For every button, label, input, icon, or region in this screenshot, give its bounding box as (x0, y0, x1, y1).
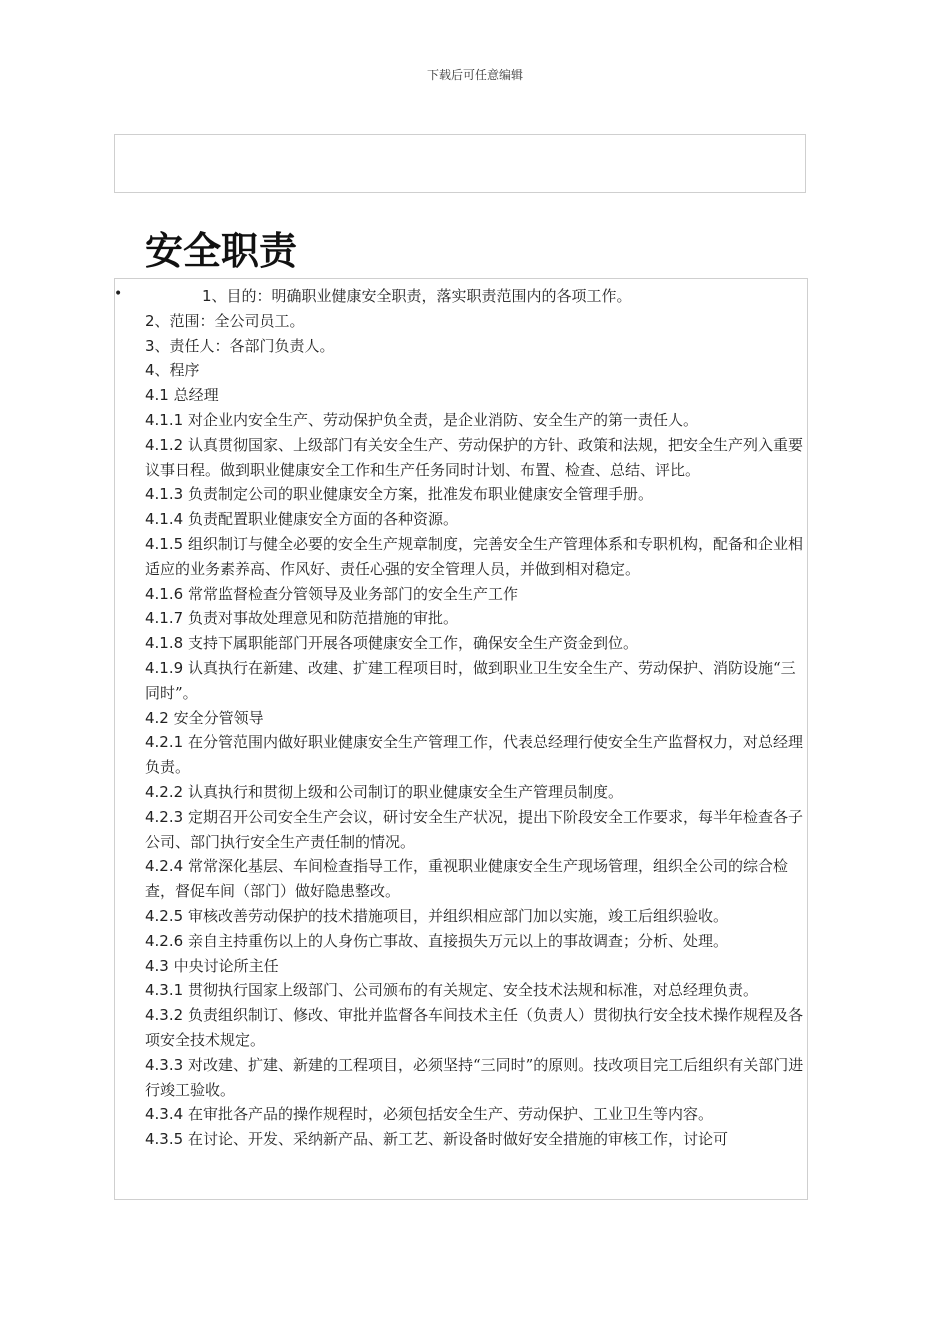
paragraph (145, 1127, 805, 1152)
paragraph-number: 4 (145, 361, 155, 380)
paragraph (145, 1102, 805, 1127)
paragraph-text: 在审批各产品的操作规程时，必须包括安全生产、劳动保护、工业卫生等内容。 (187, 1105, 713, 1124)
paragraph-number: 4.3.4 (145, 1105, 188, 1124)
paragraph-text: 在分管范围内做好职业健康安全生产管理工作，代表总经理行使安全生产监督权力，对总经理负责。 (145, 733, 803, 777)
paragraph (145, 854, 805, 904)
paragraph (145, 532, 805, 582)
paragraph-text: 常常深化基层、车间检查指导工作，重视职业健康安全生产现场管理，组织全公司的综合检查，督促车间（部门）做好隐患整改。 (145, 857, 788, 901)
bullet-marker: • (114, 286, 123, 302)
paragraph-text: 亲自主持重伤以上的人身伤亡事故、直接损失万元以上的事故调查；分析、处理。 (187, 931, 728, 950)
paragraph-text: 中央讨论所主任 (173, 956, 279, 975)
paragraph-number: 4.3 (145, 956, 174, 975)
paragraph (145, 730, 805, 780)
paragraph (145, 582, 805, 607)
paragraph-text: 认真执行和贯彻上级和公司制订的职业健康安全生产管理员制度。 (187, 782, 623, 801)
paragraph-text: 负责配置职业健康安全方面的各种资源。 (187, 510, 458, 529)
paragraph-text: 支持下属职能部门开展各项健康安全工作，确保安全生产资金到位。 (187, 634, 638, 653)
paragraph-text: 定期召开公司安全生产会议，研讨安全生产状况，提出下阶段安全工作要求，每半年检查各子公司、部门执行安全生产责任制的情况。 (145, 807, 803, 851)
paragraph (145, 904, 805, 929)
paragraph-number: 4.2.1 (145, 733, 188, 752)
paragraph (145, 1053, 805, 1103)
paragraph (145, 284, 805, 309)
paragraph-number: 3 (145, 336, 155, 355)
paragraph-number: 4.1.8 (145, 634, 188, 653)
paragraph-number: 4.2.5 (145, 906, 188, 925)
paragraph-text: 审核改善劳动保护的技术措施项目，并组织相应部门加以实施，竣工后组织验收。 (187, 906, 728, 925)
paragraph-text: 、目的：明确职业健康安全职责，落实职责范围内的各项工作。 (211, 287, 632, 305)
paragraph (145, 978, 805, 1003)
paragraph (145, 929, 805, 954)
paragraph (145, 383, 805, 408)
paragraph-text: 常常监督检查分管领导及业务部门的安全生产工作 (187, 584, 518, 603)
paragraph-text: 负责组织制订、修改、审批并监督各车间技术主任（负责人）贯彻执行安全技术操作规程及各项安全技术规定。 (145, 1006, 803, 1049)
paragraph-number: 4.1 (145, 386, 174, 405)
paragraph (145, 656, 805, 706)
paragraph (145, 631, 805, 656)
paragraph (145, 482, 805, 507)
paragraph-text: 认真贯彻国家、上级部门有关安全生产、劳动保护的方针、政策和法规，把安全生产列入重要议事日程。做到职业健康安全工作和生产任务同时计划、布置、检查、总结、评比。 (145, 435, 803, 479)
paragraph (145, 1003, 805, 1053)
paragraph-text: 组织制订与健全必要的安全生产规章制度，完善安全生产管理体系和专职机构，配备和企业相适应的业务素养高、作风好、责任心强的安全管理人员，并做到相对稳定。 (145, 534, 803, 578)
paragraph-number: 4.3.3 (145, 1055, 188, 1074)
paragraph-number: 4.2.3 (145, 807, 188, 826)
paragraph (145, 358, 805, 383)
paragraph-number: 4.2.2 (145, 782, 188, 801)
paragraph-text: 、责任人：各部门负责人。 (154, 336, 335, 355)
paragraph (145, 433, 805, 483)
paragraph-number: 4.3.2 (145, 1006, 188, 1025)
paragraph-text: 总经理 (173, 386, 219, 405)
paragraph-number: 4.1.9 (145, 658, 188, 677)
paragraph (145, 805, 805, 855)
paragraph-text: 负责对事故处理意见和防范措施的审批。 (187, 609, 458, 628)
paragraph-text: 对企业内安全生产、劳动保护负全责，是企业消防、安全生产的第一责任人。 (187, 410, 698, 429)
document-title: 安全职责 (145, 229, 298, 273)
paragraph-text: 、范围：全公司员工。 (154, 311, 305, 330)
paragraph-number: 4.2 (145, 708, 174, 727)
paragraph-number: 4.1.1 (145, 410, 188, 429)
paragraph-number: 4.1.6 (145, 584, 188, 603)
paragraph-number: 4.3.5 (145, 1130, 188, 1149)
paragraph (145, 309, 805, 334)
header-note: 下载后可任意编辑 (426, 68, 523, 82)
paragraph-number: 4.2.4 (145, 857, 188, 876)
paragraph-text: 负责制定公司的职业健康安全方案，批准发布职业健康安全管理手册。 (187, 485, 653, 504)
paragraph-number: 4.3.1 (145, 981, 188, 1000)
paragraph (145, 408, 805, 433)
paragraph-text: 对改建、扩建、新建的工程项目，必须坚持“三同时”的原则。技改项目完工后组织有关部门进行竣工验收。 (145, 1055, 804, 1099)
paragraph-text: 认真执行在新建、改建、扩建工程项目时，做到职业卫生安全生产、劳动保护、消防设施“三同时”。 (145, 658, 796, 702)
header-table-box (114, 134, 806, 193)
paragraph-number: 4.1.5 (145, 534, 188, 553)
document-body (145, 284, 805, 1152)
paragraph (145, 706, 805, 731)
paragraph-number: 4.1.7 (145, 609, 188, 628)
paragraph-text: 贯彻执行国家上级部门、公司颁布的有关规定、安全技术法规和标准，对总经理负责。 (187, 981, 758, 1000)
paragraph-text: 、程序 (154, 361, 200, 380)
paragraph-number: 4.1.3 (145, 485, 188, 504)
paragraph-number: 4.1.4 (145, 510, 188, 529)
paragraph (145, 954, 805, 979)
paragraph (145, 780, 805, 805)
paragraph-number: 1 (202, 287, 212, 305)
paragraph-number: 4.2.6 (145, 931, 188, 950)
paragraph-text: 在讨论、开发、采纳新产品、新工艺、新设备时做好安全措施的审核工作，讨论可 (187, 1130, 728, 1149)
paragraph (145, 606, 805, 631)
paragraph-number: 2 (145, 311, 155, 330)
paragraph-number: 4.1.2 (145, 435, 188, 454)
paragraph-text: 安全分管领导 (173, 708, 264, 727)
paragraph (145, 507, 805, 532)
paragraph (145, 334, 805, 359)
